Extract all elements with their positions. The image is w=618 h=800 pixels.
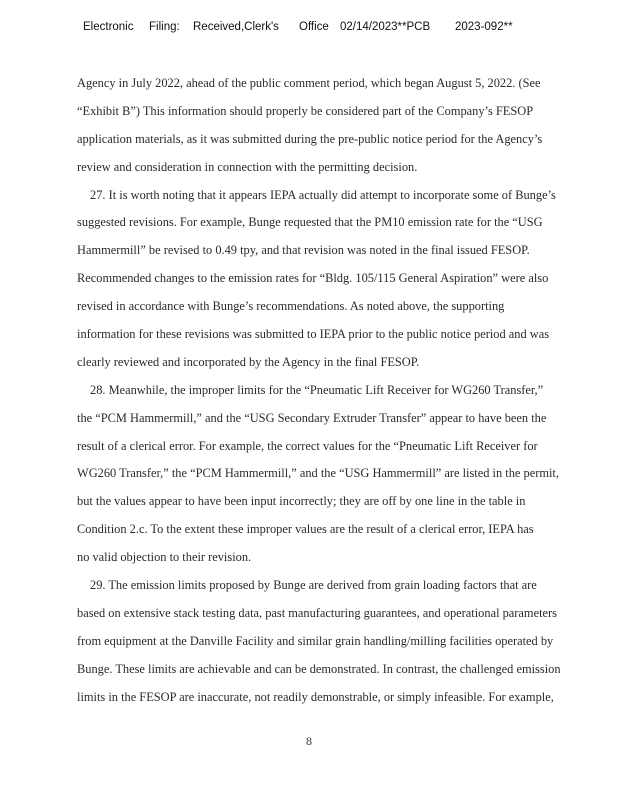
header-case-number: 2023-092** [455,21,513,33]
filing-header [0,21,618,37]
body-line: result of a clerical error. For example, the correct values for the “Pneumatic Lift Receiver for [77,438,538,453]
header-office: Office [299,21,329,33]
body-line: information for these revisions was submitted to IEPA prior to the public notice period and was [77,327,550,342]
body-line: Agency in July 2022, ahead of the public comment period, which began August 5, 2022. (See [77,76,541,90]
body-line: Condition 2.c. To the extent these improper values are the result of a clerical error, IEPA has [77,522,534,537]
body-line: from equipment at the Danville Facility and similar grain handling/milling facilities operated by [77,633,554,648]
header-date-code: 02/14/2023**PCB [340,21,431,33]
body-line: no valid objection to their revision. [77,550,252,565]
header-electronic: Electronic [83,21,134,33]
body-line: limits in the FESOP are inaccurate, not readily demonstrable, or simply infeasible. For example, [77,689,554,704]
body-line: revised in accordance with Bunge’s recommendations. As noted above, the supporting [77,299,505,314]
body-line: the “PCM Hammermill,” and the “USG Secondary Extruder Transfer” appear to have been the [77,410,547,425]
body-line: but the values appear to have been input incorrectly; they are off by one line in the table in [77,494,526,509]
body-line: Bunge. These limits are achievable and can be demonstrated. In contrast, the challenged emission [77,661,561,676]
body-line: Hammermill” be revised to 0.49 tpy, and that revision was noted in the final issued FESOP. [77,243,530,258]
paragraph-27-start: 27. It is worth noting that it appears IEPA actually did attempt to incorporate some of Bunge’s [90,187,556,202]
body-line: based on extensive stack testing data, past manufacturing guarantees, and operational parameters [77,605,557,620]
body-line: Recommended changes to the emission rates for “Bldg. 105/115 General Aspiration” were also [77,271,549,286]
body-line: application materials, as it was submitted during the pre-public notice period for the Agency’s [77,131,543,146]
paragraph-29-start: 29. The emission limits proposed by Bunge are derived from grain loading factors that are [90,578,537,593]
body-line: review and consideration in connection with the permitting decision. [77,159,418,174]
body-line: clearly reviewed and incorporated by the Agency in the final FESOP. [77,354,420,369]
document-body [77,70,581,711]
page-number: 8 [306,734,312,748]
paragraph-28-start: 28. Meanwhile, the improper limits for the “Pneumatic Lift Receiver for WG260 Transfer,” [90,382,544,397]
body-line: suggested revisions. For example, Bunge requested that the PM10 emission rate for the “USG [77,215,543,230]
header-received: Received,Clerk's [193,21,279,33]
body-line: WG260 Transfer,” the “PCM Hammermill,” and the “USG Hammermill” are listed in the permit, [77,466,559,481]
header-filing: Filing: [149,21,180,33]
body-line: “Exhibit B”) This information should properly be considered part of the Company’s FESOP [77,103,534,118]
